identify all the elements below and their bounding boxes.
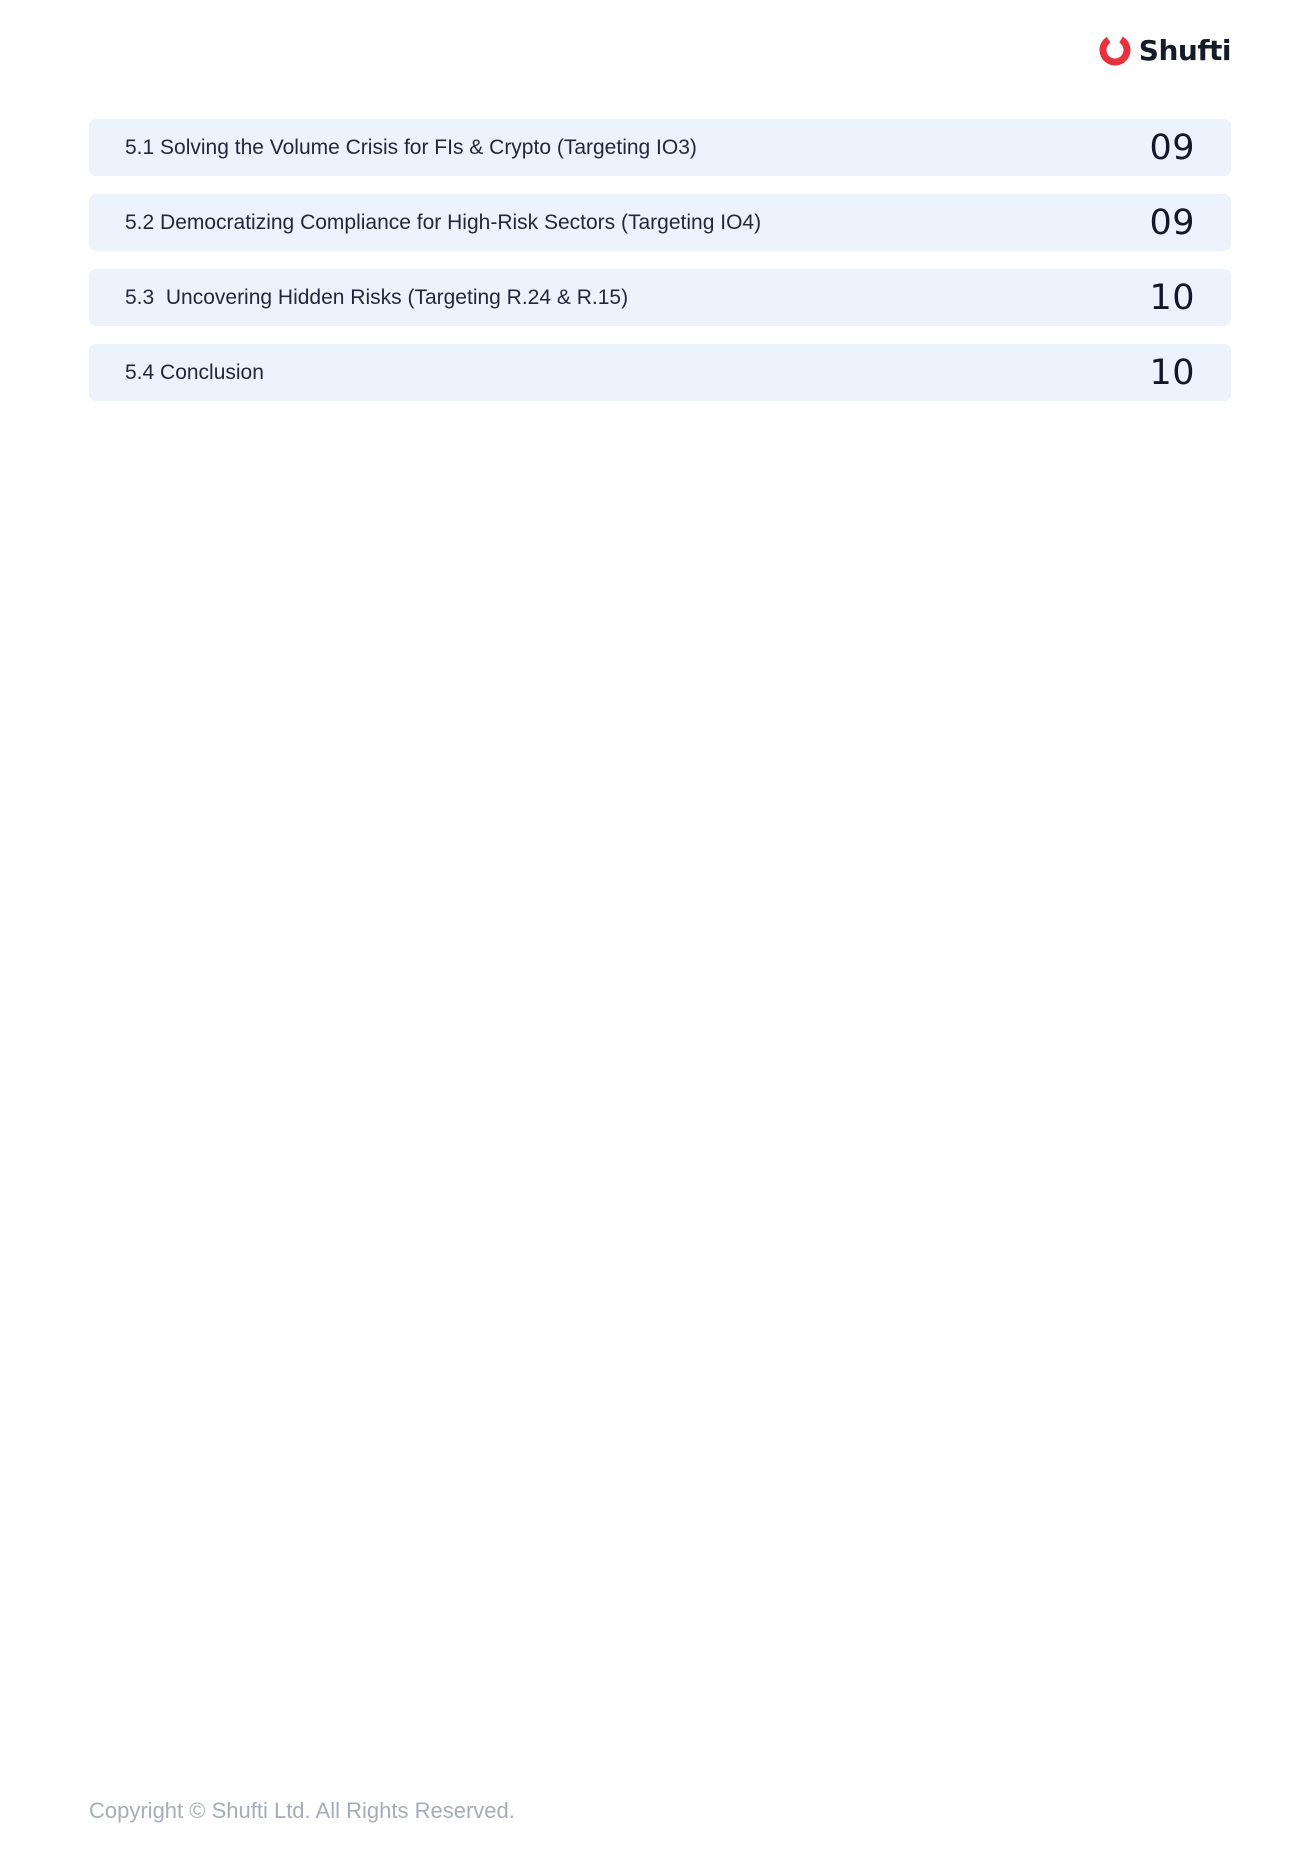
toc-entry-page-number: 09 — [1149, 127, 1195, 168]
toc-entry-page-number: 09 — [1149, 202, 1195, 243]
brand-logo — [1097, 32, 1231, 68]
shufti-logo-icon — [1097, 32, 1133, 68]
toc-entry-page-number: 10 — [1149, 352, 1195, 393]
table-of-contents — [89, 119, 1231, 401]
toc-entry-label: 5.2 Democratizing Compliance for High-Risk Sectors (Targeting IO4) — [125, 210, 762, 234]
toc-entry-label: 5.1 Solving the Volume Crisis for FIs & Crypto (Targeting IO3) — [125, 135, 697, 159]
toc-entry-5-2[interactable] — [89, 194, 1231, 251]
logo-wordmark: Shufti — [1138, 33, 1231, 67]
copyright-footer: Copyright © Shufti Ltd. All Rights Reserved. — [89, 1798, 515, 1823]
toc-entry-5-4[interactable] — [89, 344, 1231, 401]
toc-entry-label: 5.3 Uncovering Hidden Risks (Targeting R.24 & R.15) — [125, 285, 629, 309]
toc-entry-page-number: 10 — [1149, 277, 1195, 318]
toc-entry-5-3[interactable] — [89, 269, 1231, 326]
toc-entry-label: 5.4 Conclusion — [125, 360, 264, 384]
toc-entry-5-1[interactable] — [89, 119, 1231, 176]
